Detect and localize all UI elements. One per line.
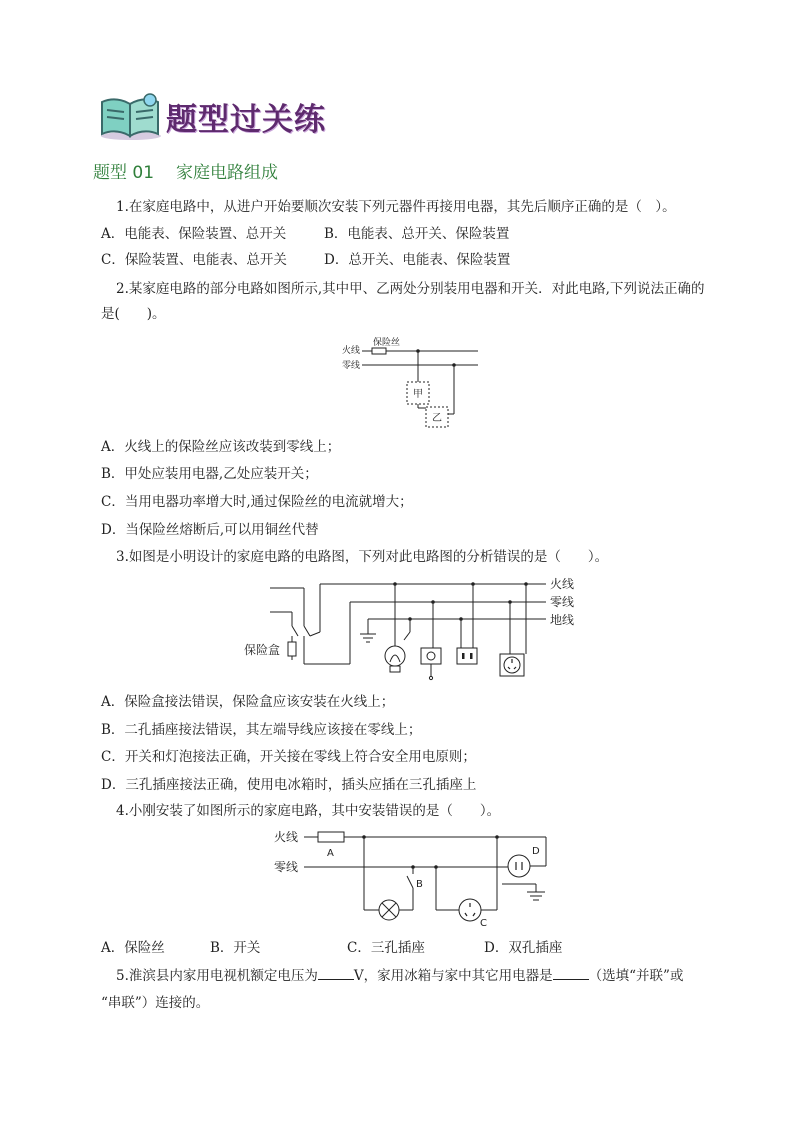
q4-stem: 4.小刚安装了如图所示的家庭电路，其中安装错误的是（ ）。	[116, 803, 501, 819]
q4-live-label: 火线	[274, 830, 299, 844]
q4-label-b: B	[416, 879, 423, 890]
q3-earth-label: 地线	[550, 613, 575, 627]
q3-fusebox-label: 保险盒	[244, 643, 281, 657]
q3-lamp	[385, 646, 405, 666]
book-icon	[98, 92, 164, 142]
q1-option-c: C．保险装置、电能表、总开关	[101, 252, 287, 268]
q2-yi-label: 乙	[432, 413, 442, 424]
q4-three-hole-socket	[459, 899, 481, 921]
q3-neutral-label: 零线	[550, 595, 575, 609]
q5-blank-connection[interactable]	[553, 966, 589, 980]
q2-neutral-label: 零线	[342, 361, 361, 371]
q4-option-b: B．开关	[210, 940, 261, 956]
q3-two-hole-socket	[457, 648, 477, 664]
section-banner	[98, 92, 358, 142]
q4-label-c: C	[480, 918, 487, 929]
q2-fuse	[372, 348, 386, 354]
section-title: 家庭电路组成	[176, 163, 279, 183]
q5-blank-voltage[interactable]	[318, 966, 354, 980]
q1-option-b: B．电能表、总开关、保险装置	[324, 226, 510, 242]
q3-live-label: 火线	[550, 577, 575, 591]
q2-option-d: D．当保险丝熔断后,可以用铜丝代替	[101, 522, 319, 538]
q1-option-a: A．电能表、保险装置、总开关	[101, 226, 287, 242]
q2-fuse-label: 保险丝	[373, 338, 401, 348]
q3-fuse-box	[288, 642, 296, 656]
q2-option-b: B．甲处应装用电器,乙处应装开关；	[101, 466, 318, 482]
q3-circuit-figure	[240, 574, 590, 684]
q3-option-c: C．开关和灯泡接法正确，开关接在零线上符合安全用电原则；	[101, 749, 476, 765]
q2-circuit-figure	[336, 334, 496, 434]
q4-option-d: D．双孔插座	[484, 940, 563, 956]
q5-part3: （选填“并联”或	[588, 968, 684, 984]
q4-option-c: C．三孔插座	[347, 940, 425, 956]
q2-stem-line1: 2.某家庭电路的部分电路如图所示,其中甲、乙两处分别装用电器和开关．对此电路,下列说法正确的	[116, 281, 705, 297]
q3-option-b: B．二孔插座接法错误，其左端导线应该接在零线上；	[101, 722, 422, 738]
q4-option-a: A．保险丝	[101, 940, 165, 956]
q4-label-d: D	[532, 846, 540, 857]
q3-switch	[421, 648, 441, 664]
q5-part2: V，家用冰箱与家中其它用电器是	[353, 968, 553, 984]
q5-line2: “串联”）连接的。	[101, 995, 210, 1011]
section-label: 题型 01	[93, 163, 155, 183]
q4-neutral-label: 零线	[274, 860, 299, 874]
q3-option-d: D．三孔插座接法正确，使用电冰箱时，插头应插在三孔插座上	[101, 777, 477, 793]
q2-jia-label: 甲	[413, 389, 423, 400]
q3-option-a: A．保险盒接法错误，保险盒应该安装在火线上；	[101, 694, 395, 710]
q3-stem: 3.如图是小明设计的家庭电路的电路图，下列对此电路图的分析错误的是（ ）。	[116, 549, 609, 565]
q2-option-c: C．当用电器功率增大时,通过保险丝的电流就增大；	[101, 494, 413, 510]
q4-two-hole-socket	[508, 855, 530, 877]
q2-stem-line2: 是( )。	[101, 306, 166, 322]
q2-option-a: A．火线上的保险丝应该改装到零线上；	[101, 439, 341, 455]
q4-circuit-figure	[270, 826, 570, 931]
section-heading	[93, 158, 278, 183]
q2-live-label: 火线	[342, 346, 361, 356]
q4-label-a: A	[327, 848, 334, 859]
q1-stem: 1.在家庭电路中，从进户开始要顺次安装下列元器件再接用电器，其先后顺序正确的是（ ）。	[116, 199, 676, 215]
q5-line1	[116, 966, 683, 985]
q1-option-d: D．总开关、电能表、保险装置	[324, 252, 511, 268]
banner-title: 题型过关练	[166, 102, 326, 138]
q5-part1: 5.淮滨县内家用电视机额定电压为	[116, 968, 318, 984]
q4-fuse	[318, 832, 344, 842]
